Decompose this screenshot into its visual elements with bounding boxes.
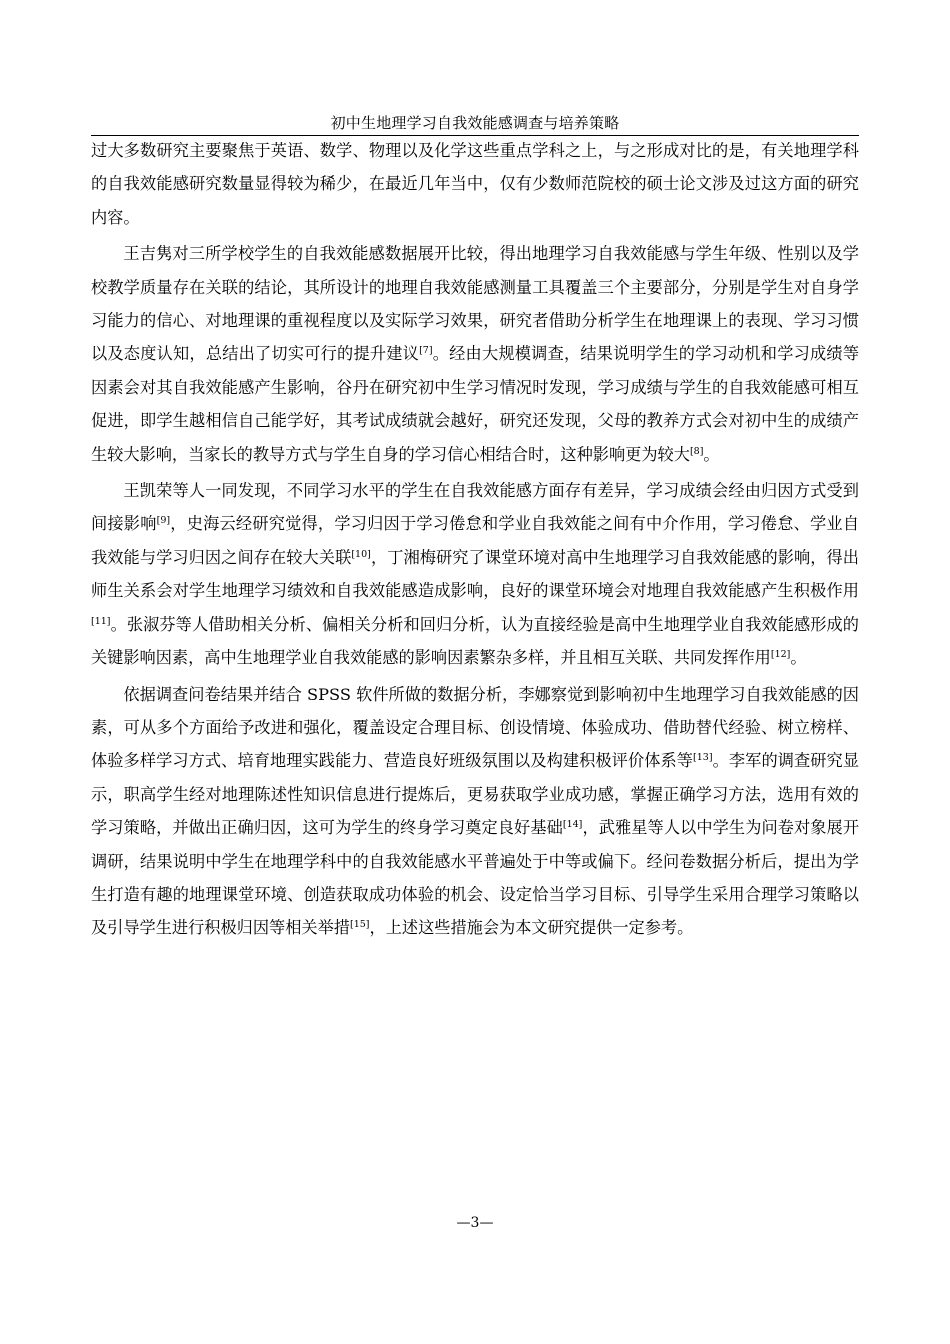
paragraph — [91, 237, 859, 471]
text-run: 。张淑芬等人借助相关分析、偏相关分析和回归分析，认为直接经验是高中生地理学业自我效能感形成的关键影响因素，高中生地理学业自我效能感的影响因素繁杂多样，并且相互关联、共同发挥作用 — [91, 614, 859, 668]
text-run: 。 — [703, 444, 720, 464]
text-run: ，上述这些措施会为本文研究提供一定参考。 — [369, 918, 694, 938]
text-run: 。 — [790, 648, 807, 668]
text-run: 。经由大规模调查，结果说明学生的学习动机和学习成绩等因素会对其自我效能感产生影响，谷丹在研究初中生学习情况时发现，学习成绩与学生的自我效能感可相互促进，即学生越相信自己能学好，其考试成绩就会越好，研究还发现，父母的教养方式会对初中生的成绩产生较大影响，当家长的教导方式与学生自身的学习信心相结合时，这种影响更为较大 — [91, 344, 860, 464]
text-run: ，丁湘梅研究了课堂环境对高中生地理学习自我效能感的影响，得出师生关系会对学生地理学习绩效和自我效能感造成影响，良好的课堂环境会对地理自我效能感产生积极作用 — [91, 547, 859, 601]
running-header: 初中生地理学习自我效能感调查与培养策略 — [330, 114, 620, 132]
citation-ref: [11] — [91, 615, 111, 627]
citation-ref: [7] — [419, 345, 433, 357]
paragraph — [91, 678, 859, 945]
text-run: 王凯荣等人一同发现，不同学习水平的学生在自我效能感方面存有差异，学习成绩会经由归因方式受到间接影响 — [91, 481, 859, 534]
text-run: 依据调查问卷结果并结合 SPSS 软件所做的数据分析，李娜察觉到影响初中生地理学习自我效能感的因素，可从多个方面给予改进和强化，覆盖设定合理目标、创设情境、体验成功、借助替代经验、树立榜样、体验多样学习方式、培育地理实践能力、营造良好班级氛围以及构建积极评价体系等 — [91, 684, 859, 771]
citation-ref: [12] — [770, 649, 791, 661]
paragraph — [91, 134, 859, 234]
text-run: ，史海云经研究觉得，学习归因于学习倦怠和学业自我效能之间有中介作用，学习倦怠、学业自我效能与学习归因之间存在较大关联 — [91, 514, 860, 567]
text-run: 过大多数研究主要聚焦于英语、数学、物理以及化学这些重点学科之上，与之形成对比的是，有关地理学科的自我效能感研究数量显得较为稀少，在最近几年当中，仅有少数师范院校的硕士论文涉及过这方面的研究内容。 — [91, 141, 859, 227]
citation-ref: [9] — [156, 515, 171, 527]
citation-ref: [10] — [351, 548, 371, 560]
text-run: 。李军的调查研究显示，职高学生经对地理陈述性知识信息进行提炼后，更易获取学业成功感，掌握正确学习方法，选用有效的学习策略，并做出正确归因，这可为学生的终身学习奠定良好基础 — [91, 751, 860, 838]
citation-ref: [15] — [350, 919, 370, 931]
citation-ref: [14] — [562, 819, 583, 831]
text-run: ，武雅星等人以中学生为问卷对象展开调研，结果说明中学生在地理学科中的自我效能感水平普遍处于中等或偏下。经问卷数据分析后，提出为学生打造有趣的地理课堂环境、创造获取成功体验的机会、设定恰当学习目标、引导学生采用合理学习策略以及引导学生进行积极归因等相关举措 — [91, 818, 860, 938]
citation-ref: [13] — [693, 752, 713, 764]
text-run: 王吉隽对三所学校学生的自我效能感数据展开比较，得出地理学习自我效能感与学生年级、性别以及学校教学质量存在关联的结论，其所设计的地理自我效能感测量工具覆盖三个主要部分，分别是学生对自身学习能力的信心、对地理课的重视程度以及实际学习效果，研究者借助分析学生在地理课上的表现、学习习惯以及态度认知，总结出了切实可行的提升建议 — [91, 244, 859, 364]
page-number: —3— — [456, 1215, 494, 1231]
paragraph — [91, 474, 859, 674]
citation-ref: [8] — [689, 445, 704, 457]
body-text — [91, 134, 859, 945]
